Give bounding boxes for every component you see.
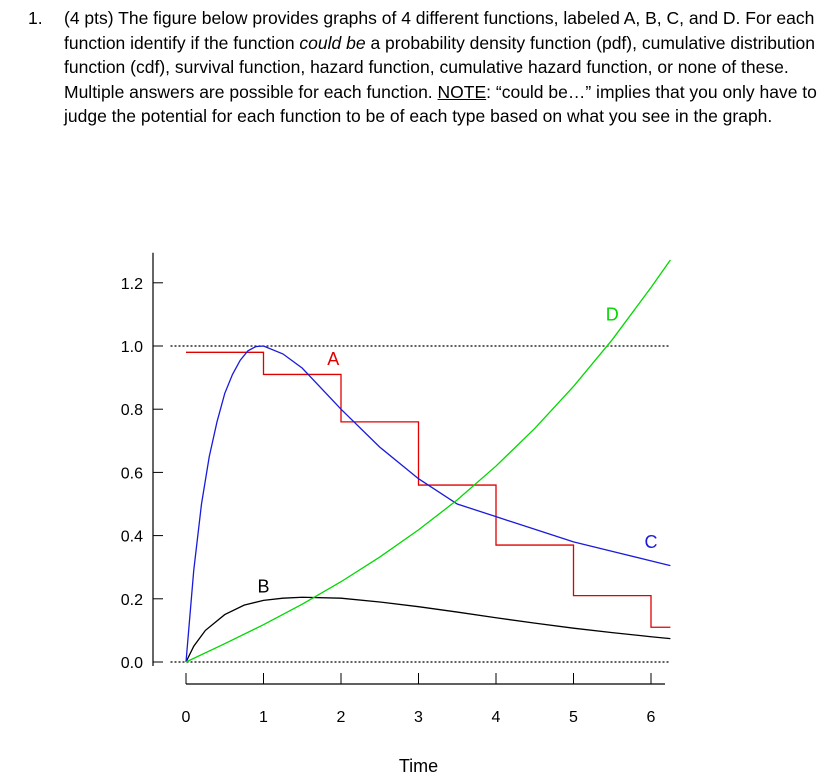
x-tick-label: 0 [181,709,191,726]
curve-label-B: B [257,576,270,597]
x-axis-label: Time [398,756,439,776]
x-tick-label: 1 [259,709,268,726]
x-tick-label: 2 [336,709,346,726]
series-C-line [186,346,670,662]
note-text: : “could be…” implies that you only have to judge the potential for each function to be of each type based on what you see in the graph. [64,81,817,126]
y-tick-label: 0.8 [120,402,143,420]
curve-label-D: D [605,304,619,325]
y-tick-label: 0.0 [120,655,143,672]
y-tick-label: 0.6 [120,465,143,483]
question-number: 1. [28,8,43,28]
x-tick-label: 6 [646,709,656,726]
y-tick-label: 1.2 [120,275,143,293]
x-tick-label: 3 [414,709,423,726]
y-tick-label: 1.0 [120,339,143,356]
x-tick-label: 5 [569,709,578,726]
curve-label-A: A [327,348,340,369]
x-tick-label: 4 [491,709,501,726]
curve-label-C: C [644,532,658,553]
y-tick-label: 0.2 [120,591,143,609]
note-label: NOTE [437,81,487,102]
question-segment-3: a probability density function (pdf), cumulative distribution function (cdf), survival function, hazard function, cumulative hazard function, or none of these. Multiple answers are possible for each function. [64,32,815,102]
y-tick-label: 0.4 [120,528,143,546]
question-emphasis: could be [299,32,366,53]
series-B-line [186,597,670,662]
question-segment-1: (4 pts) The figure below provides graphs of 4 different functions, labeled A, B, C, and D. For each function identify if the function [64,8,815,53]
